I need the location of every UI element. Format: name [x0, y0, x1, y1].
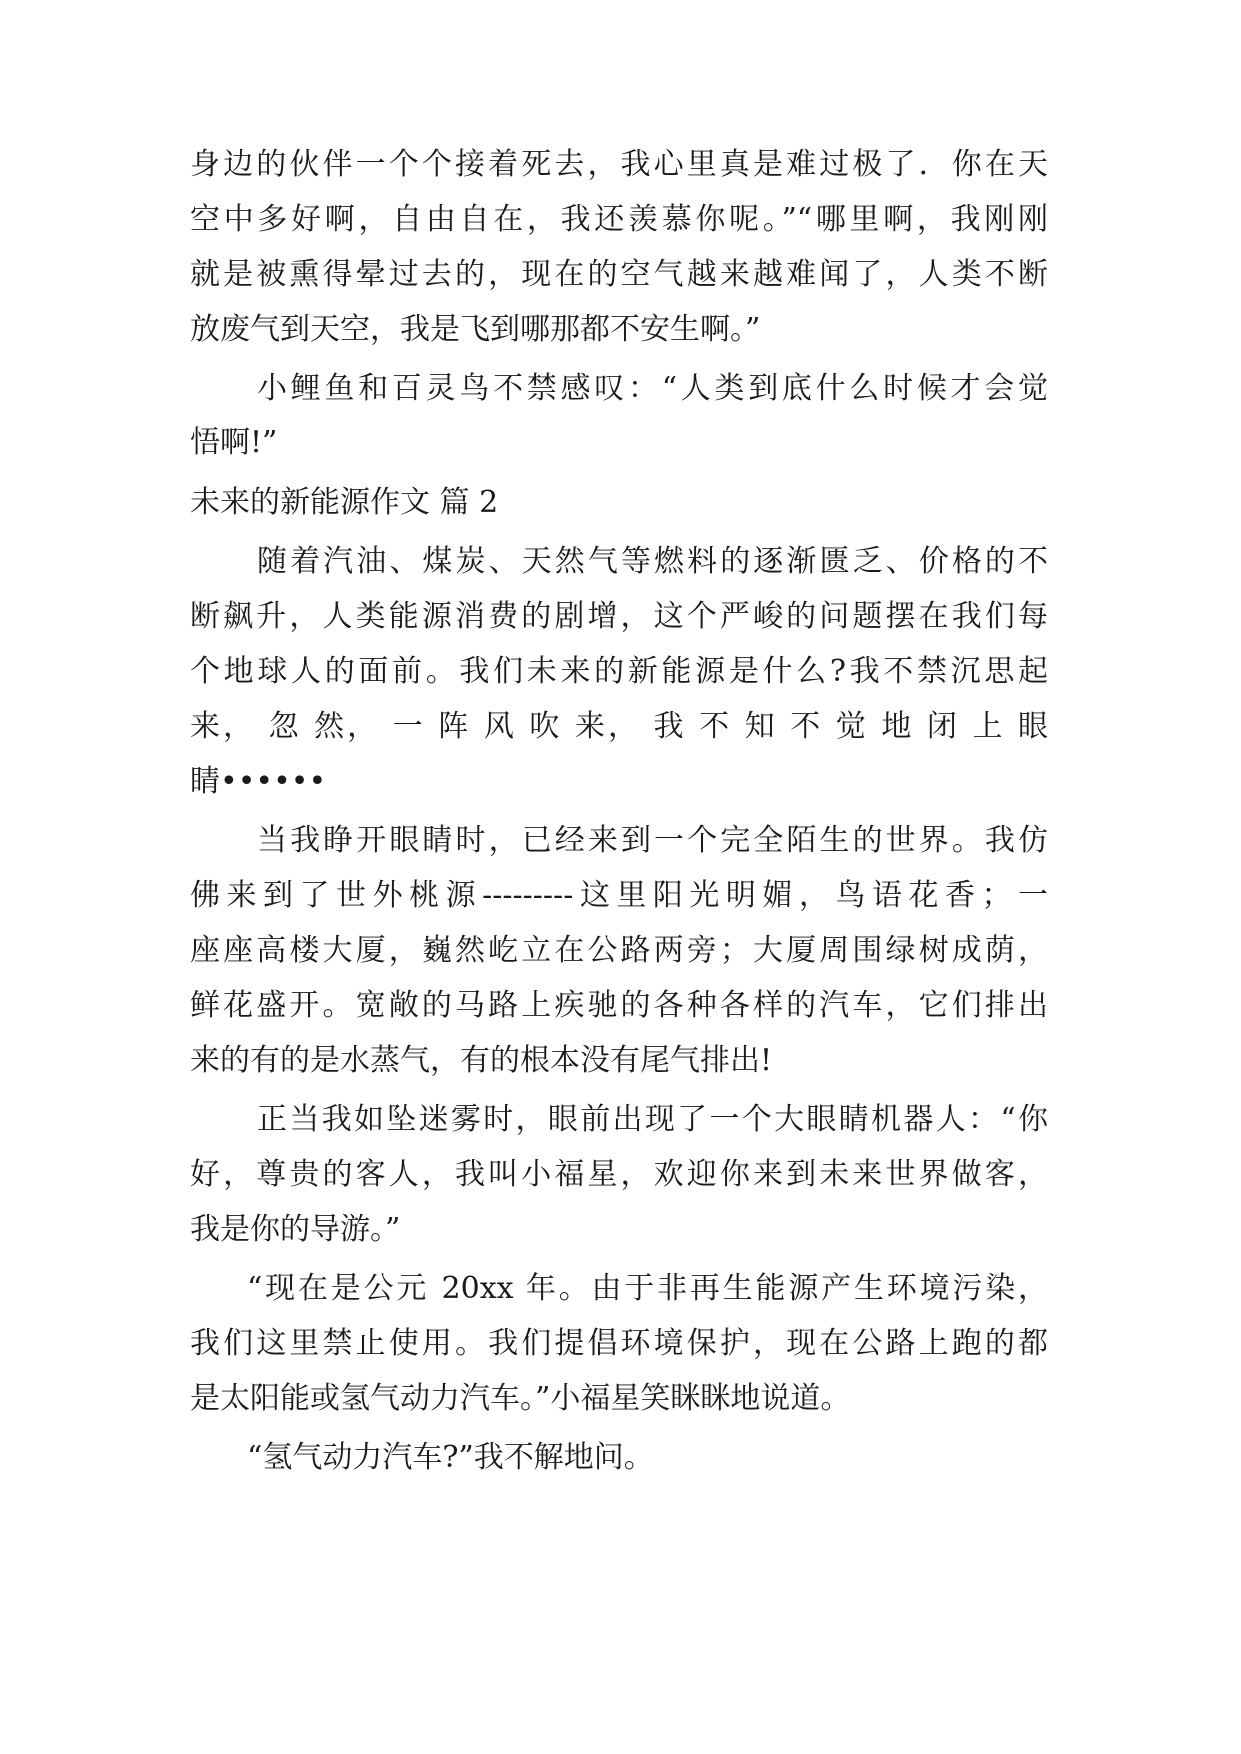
- text-line: 我是你的导游。”: [190, 1212, 401, 1247]
- text-line: 放废气到天空，我是飞到哪那都不安生啊。”: [190, 312, 761, 347]
- text-line: 空中多好啊，自由自在，我还羡慕你呢。”“哪里啊，我刚刚: [190, 202, 1048, 237]
- text-line: 断飙升，人类能源消费的剧增，这个严峻的问题摆在我们每: [190, 599, 1048, 634]
- text-line: 是太阳能或氢气动力汽车。”小福星笑眯眯地说道。: [190, 1381, 851, 1416]
- text-line: 睛••••••: [190, 764, 327, 799]
- text-line: 我们这里禁止使用。我们提倡环境保护，现在公路上跑的都: [190, 1326, 1048, 1361]
- text-line: 来的有的是水蒸气，有的根本没有尾气排出!: [190, 1043, 773, 1078]
- paragraph-start-line: 随着汽油、煤炭、天然气等燃料的逐渐匮乏、价格的不: [257, 544, 1048, 579]
- text-line: 来， 忽 然， 一 阵 风 吹 来， 我 不 知 不 觉 地 闭 上 眼: [190, 709, 1048, 744]
- paragraph-start-line: “现在是公元 20xx 年。由于非再生能源产生环境污染，: [247, 1271, 1048, 1306]
- text-line: 个地球人的面前。我们未来的新能源是什么?我不禁沉思起: [190, 654, 1048, 689]
- text-line: 悟啊!”: [190, 425, 278, 460]
- paragraph-start-line: 小鲤鱼和百灵鸟不禁感叹：“人类到底什么时候才会觉: [257, 371, 1048, 406]
- text-line: 鲜花盛开。宽敞的马路上疾驰的各种各样的汽车，它们排出: [190, 988, 1048, 1023]
- text-line: 身边的伙伴一个个接着死去，我心里真是难过极了．你在天: [190, 147, 1048, 182]
- text-line: 佛来到了世外桃源---------这里阳光明媚，鸟语花香；一: [190, 878, 1048, 913]
- paragraph-start-line: 正当我如坠迷雾时，眼前出现了一个大眼睛机器人：“你: [257, 1102, 1048, 1137]
- section-heading: 未来的新能源作文 篇 2: [190, 485, 499, 520]
- paragraph-start-line: “氢气动力汽车?”我不解地问。: [247, 1440, 654, 1475]
- paragraph-start-line: 当我睁开眼睛时，已经来到一个完全陌生的世界。我仿: [257, 823, 1048, 858]
- text-line: 好，尊贵的客人，我叫小福星，欢迎你来到未来世界做客，: [190, 1157, 1048, 1192]
- text-line: 就是被熏得晕过去的，现在的空气越来越难闻了，人类不断: [190, 257, 1048, 292]
- text-line: 座座高楼大厦，巍然屹立在公路两旁；大厦周围绿树成荫，: [190, 933, 1048, 968]
